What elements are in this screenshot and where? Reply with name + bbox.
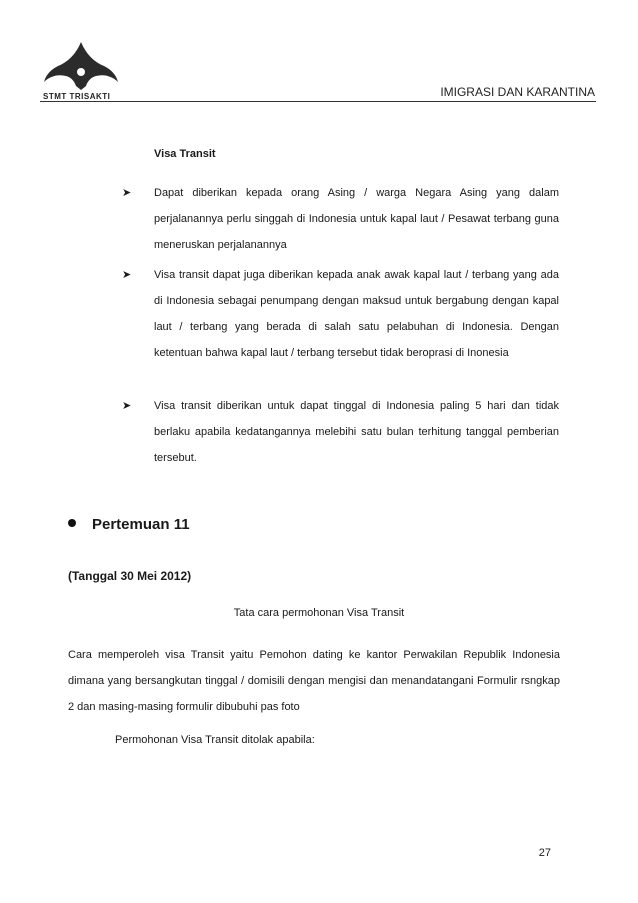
arrow-bullet-icon: ➤ [122, 269, 132, 281]
caption: Tata cara permohonan Visa Transit [233, 607, 405, 619]
arrow-bullet-icon: ➤ [122, 400, 132, 412]
section-heading [68, 516, 190, 533]
list-item [122, 393, 559, 471]
bullet-dot-icon [68, 519, 76, 527]
visa-transit-subtitle: Visa Transit [154, 148, 216, 160]
date-line: (Tanggal 30 Mei 2012) [68, 569, 192, 583]
list-item [122, 180, 559, 258]
rejection-line: Permohonan Visa Transit ditolak apabila: [115, 734, 315, 746]
list-item-text: Visa transit dapat juga diberikan kepada anak awak kapal laut / terbang yang ada di Indonesia sebagai penumpang dengan maksud untuk bergabung dengan kapal laut / terbang yang berada di salah satu pelabuhan di Indonesia. Dengan ketentuan bahwa kapal laut / terbang tersebut tidak beroprasi di Inonesia [154, 269, 559, 359]
list-item [122, 262, 559, 366]
header-divider [40, 101, 596, 102]
logo-text: STMT TRISAKTI [43, 92, 111, 101]
logo-emblem-icon [40, 40, 122, 92]
logo [40, 40, 122, 102]
list-item-text: Dapat diberikan kepada orang Asing / warga Negara Asing yang dalam perjalanannya perlu singgah di Indonesia untuk kapal laut / Pesawat terbang guna meneruskan perjalanannya [154, 187, 559, 251]
list-item-text: Visa transit diberikan untuk dapat tinggal di Indonesia paling 5 hari dan tidak berlaku apabila kedatangannya melebihi satu bulan terhitung tanggal pemberian tersebut. [154, 400, 559, 464]
arrow-bullet-icon: ➤ [122, 187, 132, 199]
section-heading-text: Pertemuan 11 [92, 516, 190, 533]
body-paragraph: Cara memperoleh visa Transit yaitu Pemohon dating ke kantor Perwakilan Republik Indonesia dimana yang bersangkutan tinggal / domisili dengan mengisi dan menandatangani Formulir rsngkap 2 dan masing-masing formulir dibubuhi pas foto [68, 649, 560, 713]
header-title: IMIGRASI DAN KARANTINA [440, 85, 595, 99]
page-number: 27 [538, 847, 551, 859]
